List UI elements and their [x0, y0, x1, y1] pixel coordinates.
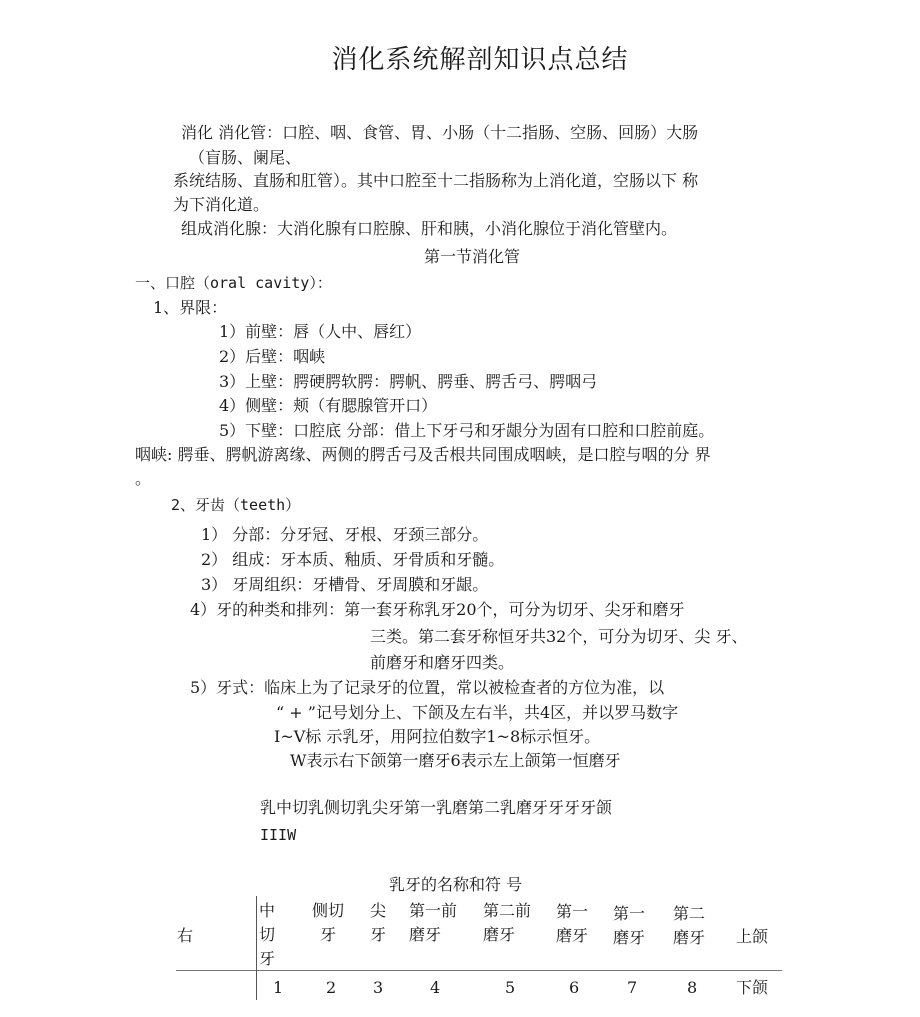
tooth-number-4: 4 — [430, 978, 441, 997]
milk-teeth-line: 乳中切乳侧切乳尖牙第一乳磨第二乳磨牙牙牙牙颌 — [260, 798, 613, 817]
section-title: 第一节消化管 — [424, 247, 521, 266]
teeth-2: 2） 组成：牙本质、釉质、牙骨质和牙髓。 — [201, 550, 505, 569]
teeth-5b: “ + ”记号划分上、下颌及左右半，共4区，并以罗马数字 — [276, 703, 679, 722]
intro-line-3: 系统结肠、直肠和肛管）。其中口腔至十二指肠称为上消化道，空肠以下 称 — [173, 171, 699, 190]
page-title: 消化系统解剖知识点总结 — [331, 45, 629, 75]
row-label-right: 右 — [177, 926, 194, 945]
boundary-heading: 1、界限： — [153, 298, 228, 317]
lower-jaw-label: 下颌 — [736, 978, 769, 997]
teeth-1: 1） 分部：分牙冠、牙根、牙颈三部分。 — [201, 525, 489, 544]
header-second-molar: 第二 磨牙 — [673, 904, 706, 947]
boundary-2: 2）后壁：咽峡 — [219, 347, 326, 366]
header-first-molar-b: 第一 磨牙 — [613, 904, 646, 947]
tooth-number-5: 5 — [505, 978, 516, 997]
tooth-number-1: 1 — [273, 978, 284, 997]
tooth-number-6: 6 — [569, 978, 580, 997]
oral-heading: 一、口腔（oral cavity）： — [135, 274, 332, 292]
isthmus-end: 。 — [135, 469, 152, 488]
header-lateral-incisor: 侧切 牙 — [312, 901, 345, 944]
teeth-4c: 前磨牙和磨牙四类。 — [370, 653, 515, 672]
roman-numerals: IIIW — [260, 826, 297, 844]
boundary-5: 5）下壁：口腔底 分部：借上下牙弓和牙龈分为固有口腔和口腔前庭。 — [219, 421, 715, 440]
header-second-premolar: 第二前 磨牙 — [483, 901, 532, 944]
teeth-4b: 三类。第二套牙称恒牙共32个，可分为切牙、尖 牙、 — [370, 627, 748, 646]
tooth-number-8: 8 — [687, 978, 698, 997]
tooth-number-2: 2 — [326, 978, 337, 997]
table-divider-vertical — [256, 896, 257, 1000]
header-upper-jaw: 上颌 — [736, 927, 769, 946]
intro-line-2: （盲肠、阑尾、 — [189, 148, 302, 167]
intro-line-4: 为下消化道。 — [173, 195, 270, 214]
teeth-heading: 2、牙齿（teeth） — [171, 496, 301, 514]
intro-line-1: 消化 消化管：口腔、咽、食管、胃、小肠（十二指肠、空肠、回肠）大肠 — [181, 123, 699, 142]
table-divider-horizontal — [176, 970, 782, 971]
teeth-5d: W表示右下颌第一磨牙6表示左上颌第一恒磨牙 — [290, 751, 621, 770]
teeth-5c: I~V标 示乳牙，用阿拉伯数字1~8标示恒牙。 — [274, 727, 601, 746]
tooth-number-7: 7 — [627, 978, 638, 997]
teeth-3: 3） 牙周组织：牙槽骨、牙周膜和牙龈。 — [201, 575, 489, 594]
boundary-4: 4）侧壁：颊（有腮腺管开口） — [219, 396, 438, 415]
boundary-1: 1）前壁：唇（人中、唇红） — [219, 322, 422, 341]
table-caption: 乳牙的名称和符 号 — [389, 875, 523, 894]
teeth-5a: 5）牙式：临床上为了记录牙的位置，常以被检查者的方位为准，以 — [190, 678, 665, 697]
tooth-number-3: 3 — [373, 978, 384, 997]
header-canine: 尖 牙 — [370, 901, 387, 944]
teeth-4a: 4）牙的种类和排列：第一套牙称乳牙20个，可分为切牙、尖牙和磨牙 — [190, 600, 685, 619]
header-central-incisor: 中 切 牙 — [259, 901, 276, 968]
header-first-molar-a: 第一 磨牙 — [556, 902, 589, 945]
header-first-premolar: 第一前 磨牙 — [409, 901, 458, 944]
boundary-3: 3）上壁：腭硬腭软腭：腭帆、腭垂、腭舌弓、腭咽弓 — [219, 372, 598, 391]
isthmus-text: 咽峡: 腭垂、腭帆游离缘、两侧的腭舌弓及舌根共同围成咽峡，是口腔与咽的分 界 — [135, 445, 711, 464]
intro-line-5: 组成消化腺：大消化腺有口腔腺、肝和胰，小消化腺位于消化管壁内。 — [181, 219, 678, 238]
